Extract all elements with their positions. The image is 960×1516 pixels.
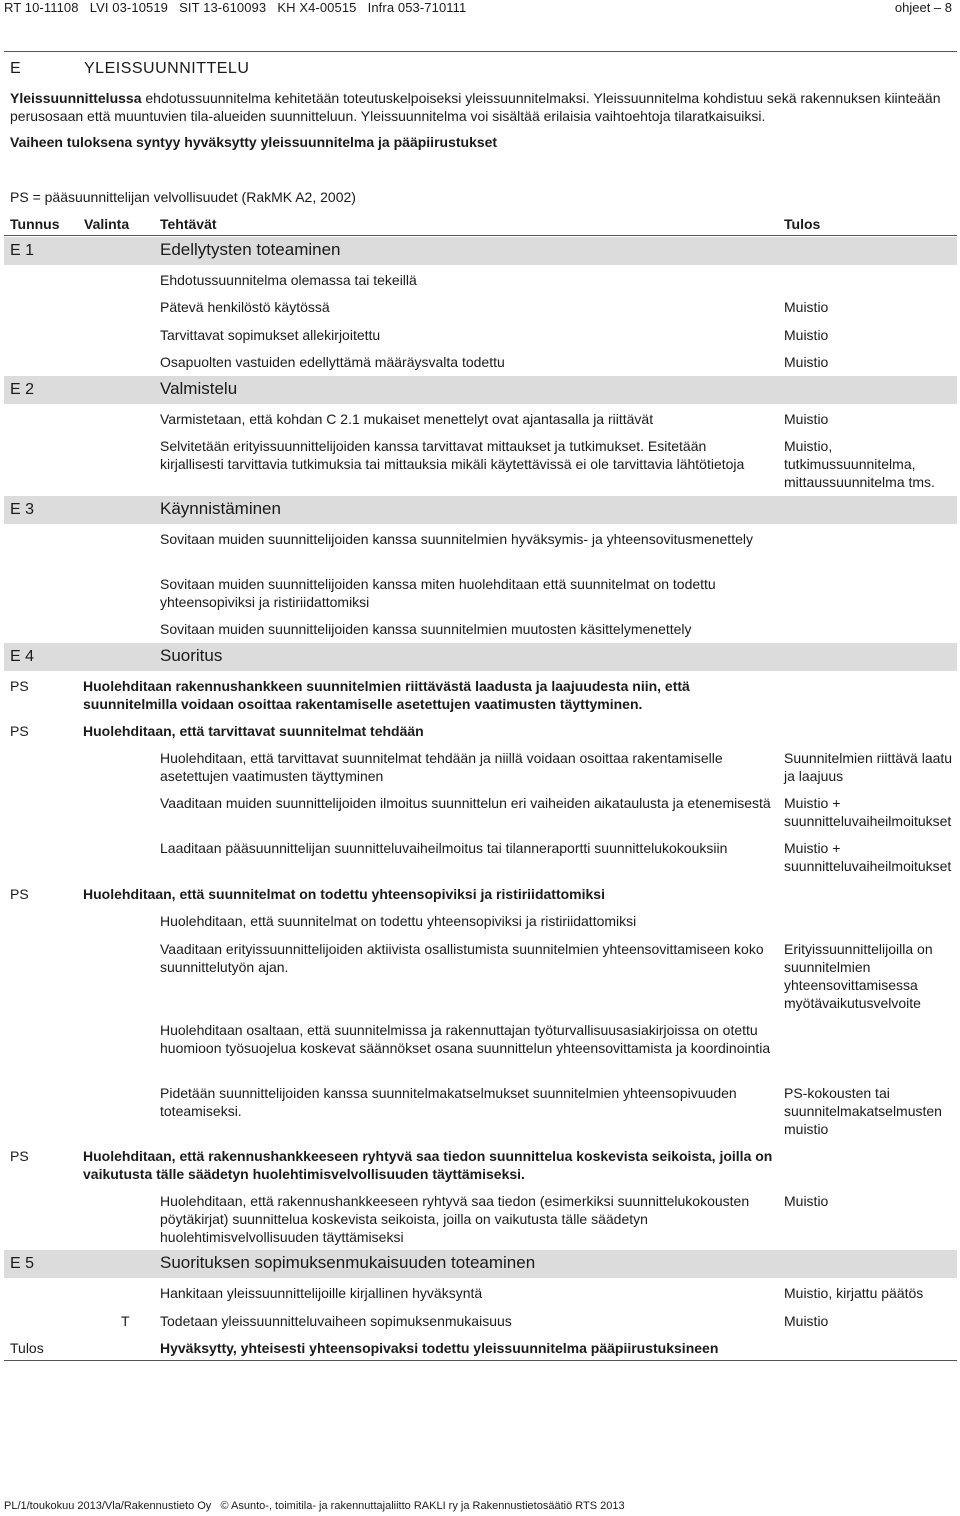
task-result: Muistio, tutkimussuunnitelma, mittaussuunnitelma tms. <box>784 438 935 490</box>
task-result: Erityissuunnittelijoilla on suunnitelmien yhteensovittamisessa myötävaikutusvelvoite <box>784 941 933 1011</box>
phase-code: E 4 <box>10 648 35 665</box>
ps-duty-text: Huolehditaan, että tarvittavat suunnitelmat tehdään <box>83 723 424 739</box>
task-result: Muistio <box>784 327 829 343</box>
table-header-divider <box>4 235 957 236</box>
section-code: E <box>10 60 21 77</box>
page-label: ohjeet – 8 <box>894 0 952 15</box>
column-header-tulos: Tulos <box>784 216 821 232</box>
task-text: Pätevä henkilöstö käytössä <box>160 299 330 315</box>
phase-title: Suoritus <box>160 646 223 665</box>
task-text: Sovitaan muiden suunnittelijoiden kanssa suunnitelmien hyväksymis- ja yhteensovitusmenettely <box>160 531 753 547</box>
task-text: Vaaditaan erityissuunnittelijoiden aktiivista osallistumista suunnitelmien yhteensovittamiseen koko suunnittelutyön ajan. <box>160 941 764 975</box>
task-text: Huolehditaan, että suunnitelmat on todettu yhteensopiviksi ja ristiriidattomiksi <box>160 913 637 929</box>
outcome-label: Tulos <box>10 1340 44 1356</box>
task-result: Suunnitelmien riittävä laatu ja laajuus <box>784 750 953 784</box>
task-text: Todetaan yleissuunnitteluvaiheen sopimuksenmukaisuus <box>160 1313 512 1329</box>
task-text: Sovitaan muiden suunnittelijoiden kanssa suunnitelmien muutosten käsittelymenettely <box>160 621 692 637</box>
ps-code: PS <box>10 886 29 902</box>
section-title: YLEISSUUNNITTELU <box>84 60 250 77</box>
task-text: Tarvittavat sopimukset allekirjoitettu <box>160 327 381 343</box>
task-text: Varmistetaan, että kohdan C 2.1 mukaiset menettelyt ovat ajantasalla ja riittävät <box>160 411 654 427</box>
task-text: Selvitetään erityissuunnittelijoiden kanssa tarvittavat mittaukset ja tutkimukset. Esitetään kirjallisesti tarvittavia tutkimuksia tai mittauksia mikäli käytettävissä ei ole tarvittavia lähtötietoja <box>160 438 745 472</box>
task-result: Muistio <box>784 1193 829 1209</box>
intro-text: ehdotussuunnitelma kehitetään toteutuskelpoiseksi yleissuunnitelmaksi. Yleissuunnitelma kohdistuu sekä rakennuksen kiinteään perusosaan että muuntuvien tila-alueiden suunnitteluun. Yleissuunnitelma voi sisältää erilaisia vaihtoehtoja tilaratkaisuiksi. <box>10 90 941 124</box>
page-footer: PL/1/toukokuu 2013/Vla/Rakennustieto Oy © Asunto-, toimitila- ja rakennuttajaliitto RAKLI ry ja Rakennustietosäätiö RTS 2013 <box>4 1500 625 1512</box>
phase-row-e3 <box>4 496 957 524</box>
phase-row-e2 <box>4 376 957 404</box>
phase-result: Vaiheen tuloksena syntyy hyväksytty yleissuunnitelma ja pääpiirustukset <box>10 134 498 150</box>
column-header-valinta: Valinta <box>84 216 130 232</box>
task-text: Laaditaan pääsuunnittelijan suunnitteluvaiheilmoitus tai tilanneraportti suunnittelukokouksiin <box>160 840 728 856</box>
phase-row-e1 <box>4 237 957 265</box>
phase-code: E 3 <box>10 501 35 518</box>
ps-definition: PS = pääsuunnittelijan velvollisuudet (RakMK A2, 2002) <box>10 189 356 205</box>
phase-title: Edellytysten toteaminen <box>160 240 341 259</box>
phase-row-e5 <box>4 1250 957 1278</box>
task-text: Pidetään suunnittelijoiden kanssa suunnitelmakatselmukset suunnitelmien yhteensopivuuden toteamiseksi. <box>160 1085 737 1119</box>
section-divider <box>4 51 957 52</box>
outcome-text: Hyväksytty, yhteisesti yhteensopivaksi todettu yleissuunnitelma pääpiirustuksineen <box>160 1340 719 1356</box>
task-choice: T <box>121 1313 130 1329</box>
phase-code: E 5 <box>10 1255 35 1272</box>
task-text: Huolehditaan osaltaan, että suunnitelmissa ja rakennuttajan työturvallisuusasiakirjoissa on otettu huomioon työsuojelua koskevat säännökset osana suunnittelun yhteensovittamista ja koordinointia <box>160 1022 771 1056</box>
task-text: Vaaditaan muiden suunnittelijoiden ilmoitus suunnittelun eri vaiheiden aikataulusta ja etenemisestä <box>160 795 771 811</box>
column-header-tehtavat: Tehtävät <box>160 216 217 232</box>
ps-duty-text: Huolehditaan, että rakennushankkeeseen ryhtyvä saa tiedon suunnittelua koskevista seikoista, joilla on vaikutusta tälle säädetyn huolehtimisvelvollisuuden täyttämiseksi. <box>83 1148 773 1182</box>
task-result: PS-kokousten tai suunnitelmakatselmusten muistio <box>784 1085 942 1137</box>
task-result: Muistio, kirjattu päätös <box>784 1285 924 1301</box>
task-result: Muistio <box>784 299 829 315</box>
task-result: Muistio <box>784 354 829 370</box>
column-header-tunnus: Tunnus <box>10 216 60 232</box>
intro-lead: Yleissuunnittelussa <box>10 90 142 106</box>
phase-code: E 1 <box>10 242 35 259</box>
task-result: Muistio <box>784 411 829 427</box>
phase-title: Käynnistäminen <box>160 499 281 518</box>
phase-code: E 2 <box>10 381 35 398</box>
task-text: Sovitaan muiden suunnittelijoiden kanssa miten huolehditaan että suunnitelmat on todettu yhteensopiviksi ja ristiriidattomiksi <box>160 576 716 610</box>
table-bottom-divider <box>4 1360 957 1361</box>
phase-title: Valmistelu <box>160 379 238 398</box>
task-text: Hankitaan yleissuunnittelijoille kirjallinen hyväksyntä <box>160 1285 483 1301</box>
task-result: Muistio + suunnitteluvaiheilmoitukset <box>784 795 952 829</box>
ps-code: PS <box>10 1148 29 1164</box>
ps-duty-text: Huolehditaan, että suunnitelmat on todettu yhteensopiviksi ja ristiriidattomiksi <box>83 886 605 902</box>
task-text: Huolehditaan, että rakennushankkeeseen ryhtyvä saa tiedon (esimerkiksi suunnittelukokousten pöytäkirjat) suunnittelua koskevista seikoista, joilla on vaikutusta tälle säädetyn huolehtimisvelvollisuuden täyttämiseksi <box>160 1193 750 1245</box>
ps-code: PS <box>10 723 29 739</box>
ps-code: PS <box>10 678 29 694</box>
page-header <box>0 0 960 20</box>
ps-duty-text: Huolehditaan rakennushankkeen suunnitelmien riittävästä laadusta ja laajuudesta niin, että suunnitelmilla voidaan osoittaa rakentamiselle asetettujen vaatimusten täyttyminen. <box>83 678 690 712</box>
task-text: Osapuolten vastuiden edellyttämä määräysvalta todettu <box>160 354 505 370</box>
section-intro <box>10 89 955 125</box>
classification-codes: RT 10-11108 LVI 03-10519 SIT 13-610093 KH X4-00515 Infra 053-710111 <box>4 0 467 15</box>
task-result: Muistio + suunnitteluvaiheilmoitukset <box>784 840 952 874</box>
phase-row-e4 <box>4 643 957 671</box>
task-text: Huolehditaan, että tarvittavat suunnitelmat tehdään ja niillä voidaan osoittaa rakentamiselle asetettujen vaatimusten täyttyminen <box>160 750 723 784</box>
task-text: Ehdotussuunnitelma olemassa tai tekeillä <box>160 272 417 288</box>
task-result: Muistio <box>784 1313 829 1329</box>
phase-title: Suorituksen sopimuksenmukaisuuden toteaminen <box>160 1253 536 1272</box>
